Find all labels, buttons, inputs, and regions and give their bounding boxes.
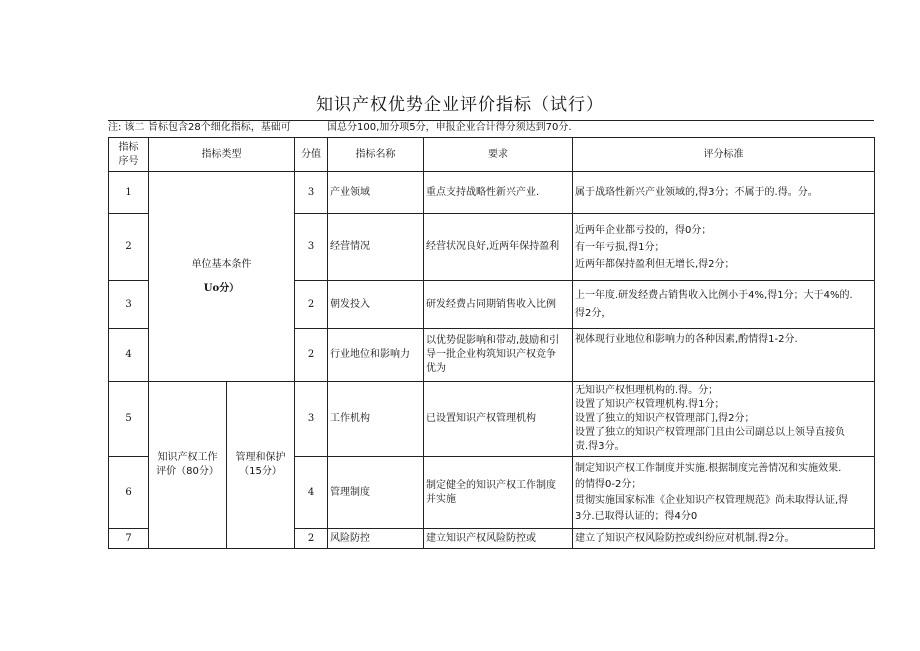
- row-requirement: [424, 382, 573, 457]
- criteria-line: 设置了独立的知识产权管理部门,得2分；: [575, 413, 755, 424]
- row-indicator-name: 产业领域: [328, 172, 424, 214]
- row-number: 2: [109, 214, 149, 281]
- header-criteria: 评分标准: [573, 138, 875, 172]
- table-row: [109, 382, 875, 457]
- criteria-line: 的情得0-2分；: [575, 478, 642, 490]
- header-type: 指标类型: [149, 138, 295, 172]
- criteria-line: 3分.已取得认证的；得4分0: [575, 510, 698, 522]
- group-ip-work: [149, 382, 227, 549]
- row-number: 3: [109, 281, 149, 329]
- header-score: 分值: [295, 138, 328, 172]
- row-number: 6: [109, 457, 149, 529]
- row-criteria: [573, 382, 875, 457]
- requirement-line: 导一批企业构筑知识产权竞争: [426, 349, 556, 360]
- document-title: 知识产权优势企业评价指标（试行）: [316, 95, 604, 115]
- row-requirement: [424, 172, 573, 214]
- criteria-line: 视体现行业地位和影响力的各种因素,酌情得1-2分.: [575, 334, 798, 345]
- criteria-line: 近两年都保持盈利但无增长,得2分；: [575, 258, 735, 270]
- row-indicator-name: 行业地位和影响力: [328, 329, 424, 382]
- requirement-line: 研发经费占同期销售收入比例: [426, 298, 556, 310]
- table-row: [109, 172, 875, 214]
- table-note: [108, 121, 874, 135]
- header-index-line1: 指标: [118, 141, 139, 153]
- row-number: 5: [109, 382, 149, 457]
- group-basic-conditions: [149, 172, 295, 382]
- row-indicator-name: 朝发投入: [328, 281, 424, 329]
- header-row: [109, 138, 875, 172]
- subgroup-management-line1: 管理和保护: [235, 452, 286, 463]
- row-criteria: [573, 214, 875, 281]
- header-name: 指标名称: [328, 138, 424, 172]
- note-part-1: 注: 该二: [108, 122, 145, 133]
- row-indicator-name: 管理制度: [328, 457, 424, 529]
- requirement-line: 制定健全的知识产权工作制度: [426, 479, 556, 491]
- requirement-line: 已设置知识产权管理机构: [426, 413, 536, 424]
- group-ip-work-line1: 知识产权工作: [157, 452, 218, 463]
- subgroup-management: [227, 382, 295, 549]
- row-score: 3: [295, 382, 328, 457]
- row-requirement: [424, 329, 573, 382]
- row-number: 1: [109, 172, 149, 214]
- criteria-line: 制定知识产权工作制度并实施.根据制度完善情况和实施效果.: [575, 462, 842, 474]
- row-indicator-name: 工作机构: [328, 382, 424, 457]
- criteria-line: 得2分，: [575, 307, 612, 319]
- criteria-line: 设置了独立的知识产权管理部门且由公司副总以上领导直接负: [575, 427, 845, 438]
- row-indicator-name: 经营情况: [328, 214, 424, 281]
- row-requirement: [424, 457, 573, 529]
- row-criteria: [573, 329, 875, 382]
- row-score: 2: [295, 329, 328, 382]
- criteria-line: 上一年度.研发经费占销售收入比例小于4%,得1分；大于4%的.: [575, 289, 853, 301]
- criteria-line: 无知识产权怛理机构的.得。分；: [575, 385, 719, 396]
- header-index-line2: 序号: [118, 155, 139, 167]
- row-score: 3: [295, 172, 328, 214]
- row-score: 2: [295, 281, 328, 329]
- criteria-line: 责.得3分。: [575, 441, 625, 452]
- subgroup-management-line2: （15分）: [239, 466, 282, 477]
- criteria-line: 属于战珞性新兴产业领域的,得3分；不属于的.得。分。: [575, 186, 818, 198]
- row-requirement: [424, 281, 573, 329]
- row-criteria: [573, 281, 875, 329]
- requirement-line: 以优势促影响和带动,鼓励和引: [426, 335, 560, 346]
- row-criteria: [573, 529, 875, 549]
- row-number: 7: [109, 529, 149, 549]
- row-criteria: [573, 172, 875, 214]
- requirement-line: 经营状况良好,近两年保持盈利: [426, 241, 560, 252]
- row-score: 4: [295, 457, 328, 529]
- requirement-line: 优为: [426, 363, 446, 374]
- row-score: 3: [295, 214, 328, 281]
- row-indicator-name: 风险防控: [328, 529, 424, 549]
- row-number: 4: [109, 329, 149, 382]
- header-index: [109, 138, 149, 172]
- criteria-line: 近两年企业都亏投的，得0分；: [575, 224, 712, 236]
- group-basic-label: 单位基本条件: [191, 258, 252, 270]
- group-ip-work-line2: 评价（80分）: [156, 466, 219, 477]
- row-criteria: [573, 457, 875, 529]
- requirement-line: 重点支持战略性新兴产业.: [426, 186, 540, 198]
- row-score: 2: [295, 529, 328, 549]
- requirement-line: 建立知识产权风险防控或: [426, 532, 536, 544]
- criteria-line: 有一年亏损,得1分；: [575, 241, 665, 253]
- criteria-line: 贯彻实施国家标准《企业知识产权管理规范》尚未取得认证,得: [575, 494, 849, 506]
- row-requirement: [424, 529, 573, 549]
- header-requirement: 要求: [424, 138, 573, 172]
- note-part-3: 国总分100,加分项5分，申报企业合计得分须达到70分.: [327, 122, 572, 133]
- row-requirement: [424, 214, 573, 281]
- indicator-table: [108, 137, 875, 549]
- note-part-2: 旨标包含28个细化指标，基础可: [148, 122, 291, 133]
- criteria-line: 建立了知识产权风险防控或纠纷应对机制.得2分。: [575, 532, 795, 544]
- criteria-line: 设置了知识产权管理机构.得1分；: [575, 399, 725, 410]
- group-basic-score: Uo分）: [203, 282, 240, 294]
- requirement-line: 并实施: [426, 493, 456, 505]
